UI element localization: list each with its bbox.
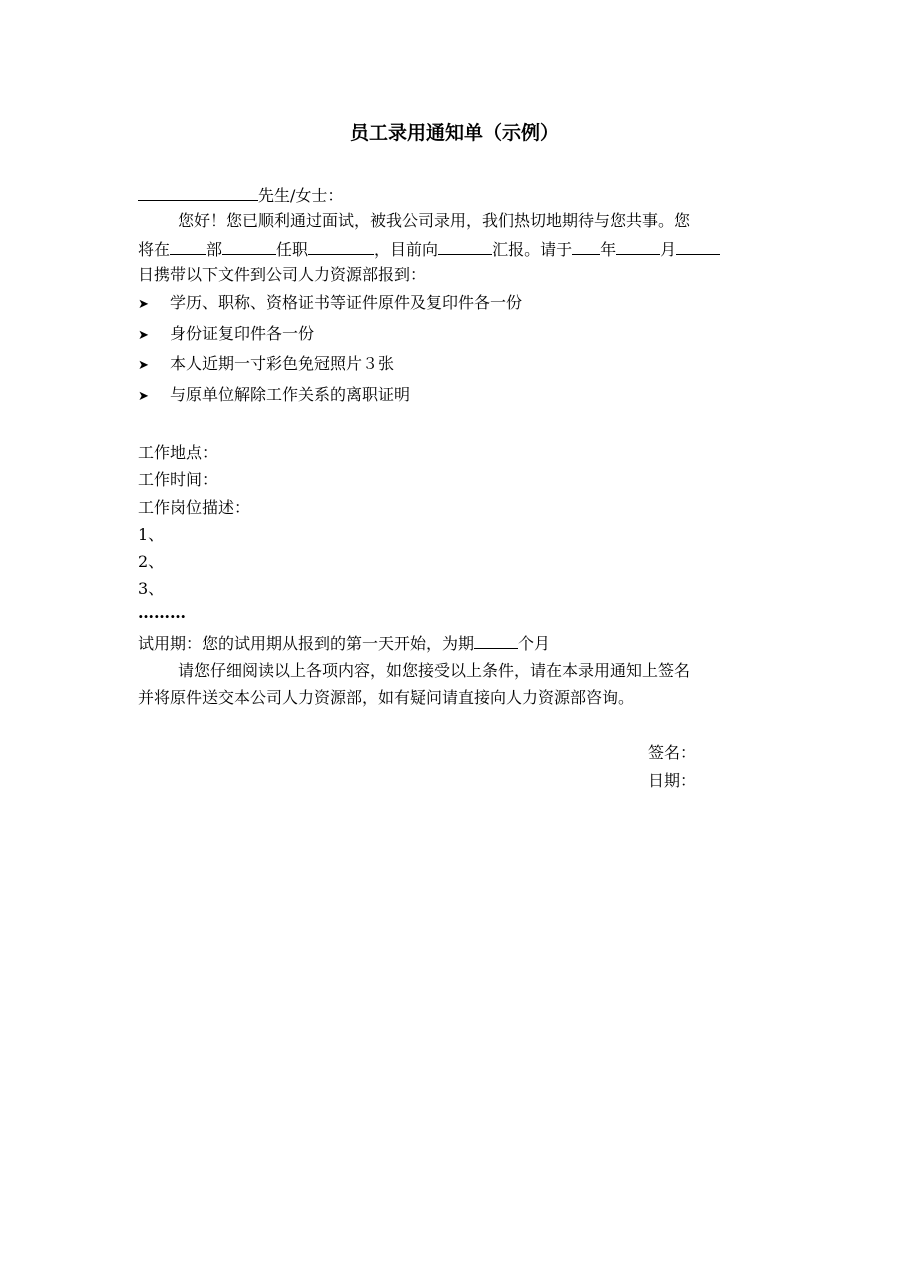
intro-line-1: 您好！您已顺利通过面试，被我公司录用，我们热切地期待与您共事。您 (178, 211, 691, 230)
intro-text-muqianxiang: ，目前向 (374, 240, 439, 259)
day-blank (676, 238, 720, 255)
list-item (138, 292, 522, 316)
salutation-suffix: 先生/女士： (258, 186, 344, 205)
intro-line-3: 日携带以下文件到公司人力资源部报到： (138, 265, 427, 284)
list-item (138, 353, 394, 377)
intro-text-jiangzai: 将在 (138, 240, 171, 259)
job-description-label: 工作岗位描述： (138, 498, 251, 517)
probation-months-blank (474, 632, 518, 649)
department-blank (170, 238, 206, 255)
signature-label: 签名： (648, 743, 697, 762)
numbered-item-3: 3、 (138, 579, 165, 598)
intro-line-2 (138, 238, 720, 261)
name-blank (138, 184, 258, 201)
closing-line-1: 请您仔细阅读以上各项内容，如您接受以上条件，请在本录用通知上签名 (178, 661, 691, 680)
arrowhead-bullet-icon: ➤ (138, 358, 149, 373)
probation-suffix: 个月 (518, 634, 551, 653)
list-item (138, 384, 410, 408)
date-label: 日期： (648, 771, 697, 790)
intro-text-renzhi: 任职 (276, 240, 309, 259)
intro-text-nian: 年 (600, 240, 617, 259)
page-title: 员工录用通知单（示例） (349, 122, 559, 144)
numbered-item-1: 1、 (138, 525, 165, 544)
list-item (138, 323, 314, 347)
arrowhead-bullet-icon: ➤ (138, 328, 149, 343)
arrowhead-bullet-icon: ➤ (138, 297, 149, 312)
list-item-text: 身份证复印件各一份 (170, 324, 315, 343)
list-item-text: 与原单位解除工作关系的离职证明 (170, 385, 411, 404)
probation-line (138, 632, 550, 655)
work-time-label: 工作时间： (138, 470, 219, 489)
work-location-label: 工作地点： (138, 443, 219, 462)
arrowhead-bullet-icon: ➤ (138, 389, 149, 404)
month-blank (616, 238, 660, 255)
intro-text-huibao: 汇报。请于 (492, 240, 573, 259)
report-to-blank (438, 238, 492, 255)
probation-prefix: 试用期：您的试用期从报到的第一天开始，为期 (138, 634, 475, 653)
position-blank-2 (308, 238, 374, 255)
position-blank (222, 238, 276, 255)
intro-text-bu: 部 (206, 240, 223, 259)
numbered-item-2: 2、 (138, 552, 165, 571)
list-item-text: 本人近期一寸彩色免冠照片３张 (170, 354, 395, 373)
salutation-line (138, 184, 343, 207)
intro-text-yue: 月 (660, 240, 677, 259)
closing-line-2: 并将原件送交本公司人力资源部，如有疑问请直接向人力资源部咨询。 (138, 688, 635, 707)
year-blank (572, 238, 600, 255)
list-item-text: 学历、职称、资格证书等证件原件及复印件各一份 (170, 293, 523, 312)
ellipsis: ……… (138, 603, 186, 622)
